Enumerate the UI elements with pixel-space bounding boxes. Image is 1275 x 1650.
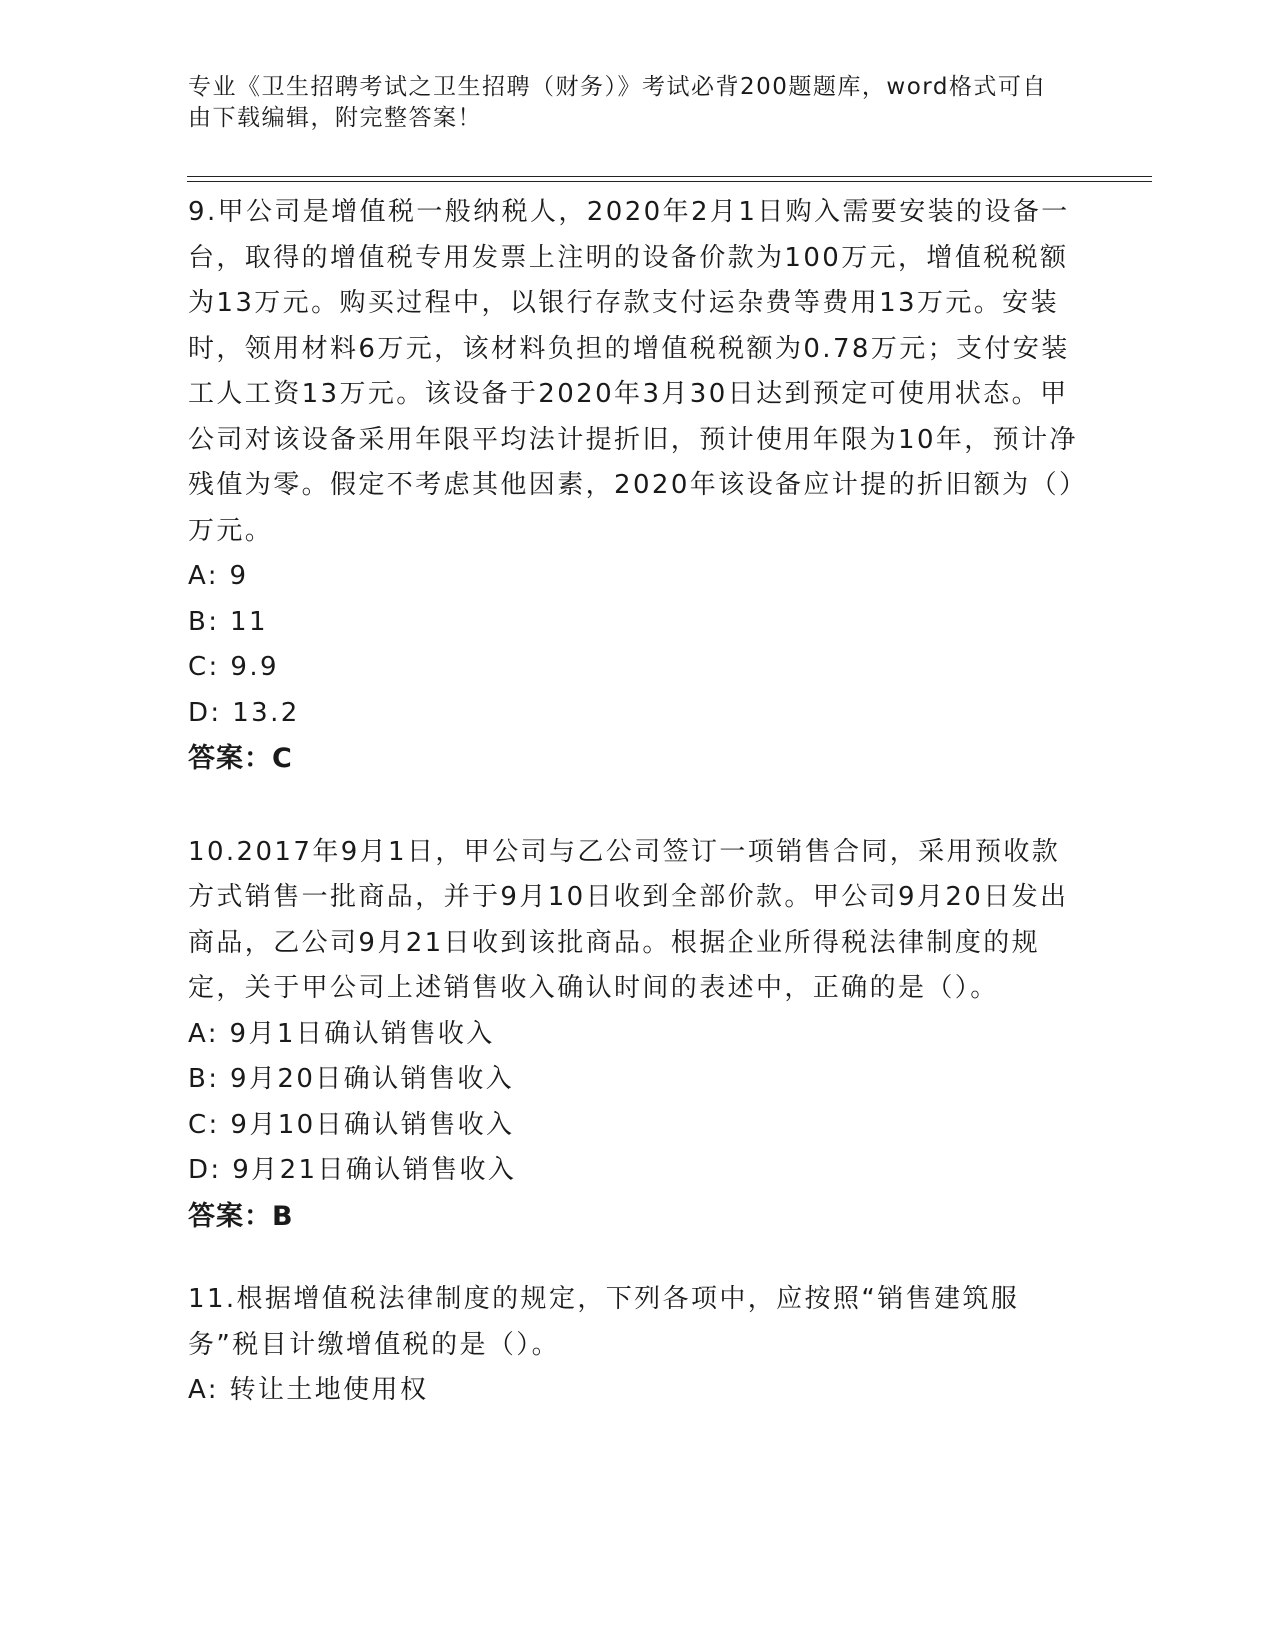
question-text: 10.2017年9月1日，甲公司与乙公司签订一项销售合同，采用预收款方式销售一批商品，并于9月10日收到全部价款。甲公司9月20日发出商品，乙公司9月21日收到该批商品。根据企业所得税法律制度的规定，关于甲公司上述销售收入确认时间的表述中，正确的是（）。	[188, 836, 1069, 1003]
option-a: A: 转让土地使用权	[188, 1375, 429, 1405]
question-10	[188, 830, 1088, 1240]
option-b: B: 11	[188, 606, 268, 637]
answer-label: 答案：B	[188, 1200, 294, 1232]
option-d: D: 13.2	[188, 697, 300, 728]
question-list	[188, 190, 1088, 1414]
option-d: D: 9月21日确认销售收入	[188, 1155, 517, 1185]
option-a: A: 9	[188, 561, 249, 591]
header-divider-top	[187, 176, 1152, 177]
option-c: C: 9月10日确认销售收入	[188, 1109, 515, 1140]
question-text: 9.甲公司是增值税一般纳税人，2020年2月1日购入需要安装的设备一台，取得的增值税专用发票上注明的设备价款为100万元，增值税税额为13万元。购买过程中，以银行存款支付运杂费等费用13万元。安装时，领用材料6万元，该材料负担的增值税税额为0.78万元；支付安装工人工资13万元。该设备于2020年3月30日达到预定可使用状态。甲公司对该设备采用年限平均法计提折旧，预计使用年限为10年，预计净残值为零。假定不考虑其他因素，2020年该设备应计提的折旧额为（）万元。	[188, 197, 1088, 546]
option-a: A: 9月1日确认销售收入	[188, 1018, 495, 1049]
question-11	[188, 1277, 1088, 1414]
document-header	[188, 72, 1068, 134]
header-intro-text: 专业《卫生招聘考试之卫生招聘（财务）》考试必背200题题库，word格式可自由下载编辑，附完整答案！	[188, 74, 1047, 131]
option-c: C: 9.9	[188, 652, 279, 682]
header-divider-bottom	[187, 181, 1152, 182]
answer-label: 答案：C	[188, 743, 293, 774]
question-text: 11.根据增值税法律制度的规定，下列各项中，应按照“销售建筑服务”税目计缴增值税的是（）。	[188, 1284, 1020, 1360]
option-b: B: 9月20日确认销售收入	[188, 1064, 515, 1094]
question-spacer	[188, 1239, 1088, 1277]
question-spacer	[188, 782, 1088, 830]
question-9	[188, 190, 1088, 782]
